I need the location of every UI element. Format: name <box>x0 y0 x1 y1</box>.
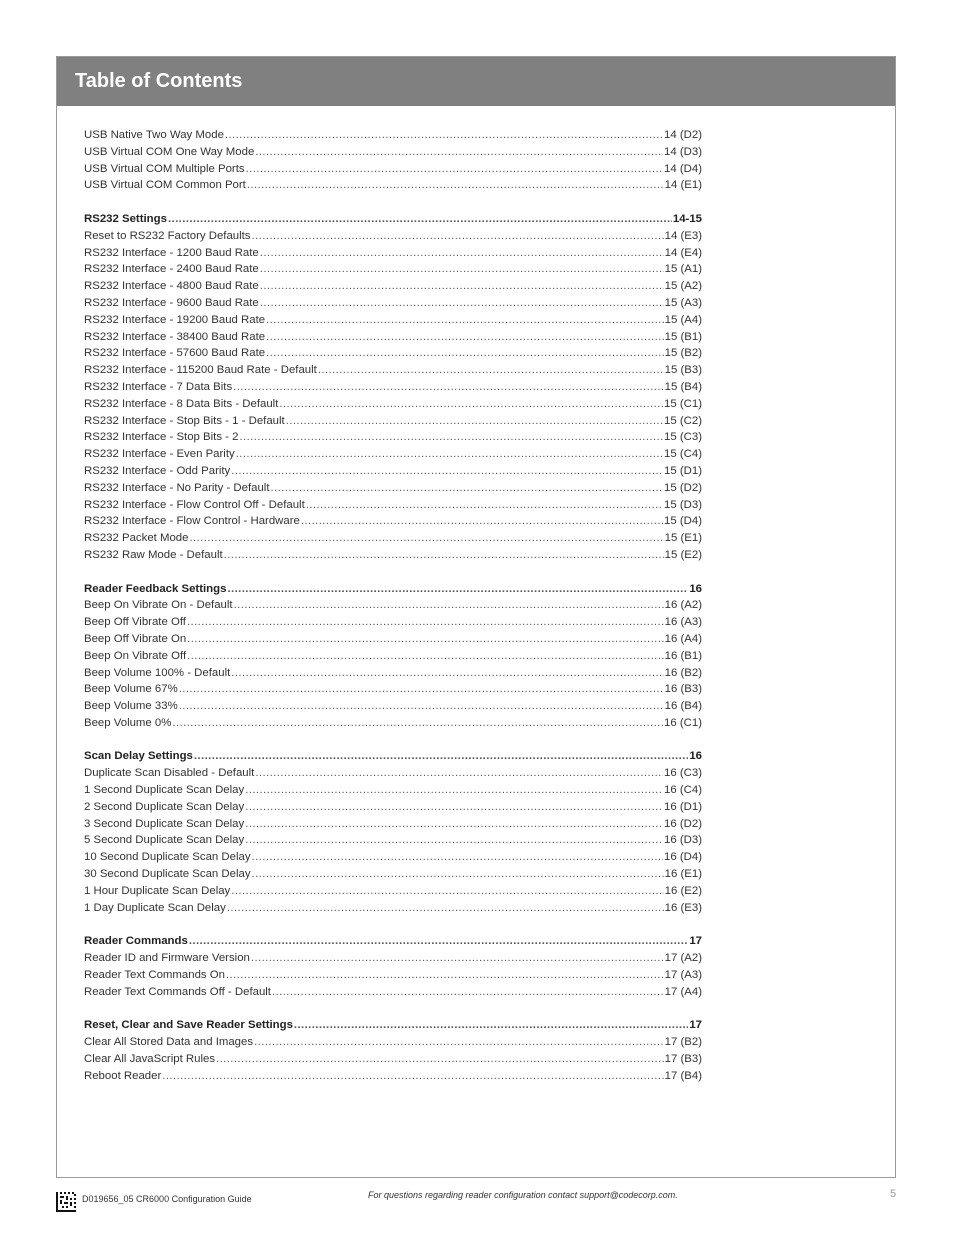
toc-entry-page: 16 <box>689 750 702 763</box>
toc-entry-page: 14 (E3) <box>664 229 702 242</box>
dot-leader <box>266 345 664 362</box>
page-number: 5 <box>890 1188 897 1200</box>
toc-entry[interactable] <box>84 429 702 446</box>
toc-entry-label: Reader Feedback Settings <box>84 582 227 595</box>
toc-entry-label: Beep Volume 0% <box>84 716 172 729</box>
dot-leader <box>239 429 663 446</box>
toc-entry-page: 15 (C1) <box>664 397 702 410</box>
toc-entry-label: RS232 Interface - 8 Data Bits - Default <box>84 397 279 410</box>
toc-entry[interactable] <box>84 1068 702 1085</box>
dot-leader <box>252 228 664 245</box>
dot-leader <box>231 463 663 480</box>
toc-entry-page: 15 (D4) <box>664 515 702 528</box>
toc-entry-label: Clear All Stored Data and Images <box>84 1036 254 1049</box>
toc-entry-page: 17 (B2) <box>664 1036 702 1049</box>
dot-leader <box>260 261 664 278</box>
dot-leader <box>260 278 664 295</box>
toc-entry[interactable] <box>84 681 702 698</box>
toc-entry[interactable] <box>84 144 702 161</box>
toc-entry[interactable] <box>84 513 702 530</box>
toc-entry-label: 10 Second Duplicate Scan Delay <box>84 851 251 864</box>
toc-entry-page: 15 (B4) <box>664 380 702 393</box>
toc-entry-page: 16 (D1) <box>664 800 702 813</box>
toc-entry-page: 14 (E4) <box>664 246 702 259</box>
toc-entry-page: 17 (A2) <box>664 952 702 965</box>
toc-entry-label: USB Virtual COM Multiple Ports <box>84 162 245 175</box>
toc-entry[interactable] <box>84 446 702 463</box>
toc-entry-page: 15 (A1) <box>664 263 702 276</box>
toc-entry[interactable] <box>84 379 702 396</box>
toc-entry-page: 16 (C4) <box>664 784 702 797</box>
toc-entry-label: USB Virtual COM Common Port <box>84 179 246 192</box>
toc-entry[interactable] <box>84 816 702 833</box>
toc-entry-page: 15 (B1) <box>664 330 702 343</box>
toc-entry-label: RS232 Interface - 4800 Baud Rate <box>84 280 259 293</box>
dot-leader <box>187 648 663 665</box>
toc-entry-label: 30 Second Duplicate Scan Delay <box>84 868 251 881</box>
dot-leader <box>255 144 663 161</box>
toc-entry-page: 17 <box>689 1019 702 1032</box>
dot-leader <box>225 127 663 144</box>
toc-entry[interactable] <box>84 849 702 866</box>
dot-leader <box>247 177 664 194</box>
toc-entry[interactable] <box>84 950 702 967</box>
dot-leader <box>227 900 664 917</box>
dot-leader <box>246 161 663 178</box>
toc-section-heading[interactable] <box>84 581 702 598</box>
toc-entry-page: 15 (B2) <box>664 347 702 360</box>
toc-entry[interactable] <box>84 883 702 900</box>
toc-entry-page: 15 (C3) <box>664 431 702 444</box>
toc-entry-label: Reader ID and Firmware Version <box>84 952 250 965</box>
toc-section-heading[interactable] <box>84 933 702 950</box>
toc-entry-label: RS232 Interface - 9600 Baud Rate <box>84 296 259 309</box>
dot-leader <box>189 530 663 547</box>
toc-entry[interactable] <box>84 984 702 1001</box>
toc-entry-label: Beep On Vibrate On - Default <box>84 599 233 612</box>
dot-leader <box>301 513 663 530</box>
dot-leader <box>231 665 663 682</box>
toc-entry[interactable] <box>84 396 702 413</box>
toc-entry[interactable] <box>84 715 702 732</box>
toc-entry[interactable] <box>84 161 702 178</box>
footer-contact-note: For questions regarding reader configuration contact support@codecorp.com. <box>368 1190 678 1200</box>
toc-entry-label: Beep On Vibrate Off <box>84 649 187 662</box>
toc-entry[interactable] <box>84 261 702 278</box>
dot-leader <box>266 312 664 329</box>
toc-entry-label: Beep Volume 67% <box>84 683 178 696</box>
dot-leader <box>194 748 688 765</box>
toc-section-heading[interactable] <box>84 1017 702 1034</box>
toc-entry-label: RS232 Interface - 38400 Baud Rate <box>84 330 266 343</box>
toc-entry-page: 16 (E3) <box>664 901 702 914</box>
page-title: Table of Contents <box>75 70 243 92</box>
toc-entry[interactable] <box>84 413 702 430</box>
toc-entry-page: 17 <box>689 935 702 948</box>
toc-entry-page: 14-15 <box>672 212 702 225</box>
dot-leader <box>245 799 663 816</box>
toc-section <box>84 933 702 1000</box>
toc-entry-label: Scan Delay Settings <box>84 750 193 763</box>
toc-entry[interactable] <box>84 597 702 614</box>
toc-entry-label: USB Virtual COM One Way Mode <box>84 145 255 158</box>
toc-entry-page: 16 (D2) <box>664 817 702 830</box>
dot-leader <box>162 1068 663 1085</box>
dot-leader <box>245 782 663 799</box>
toc-entry-page: 14 (D4) <box>664 162 702 175</box>
footer-document-id: D019656_05 CR6000 Configuration Guide <box>82 1194 252 1204</box>
toc-entry-page: 15 (A4) <box>664 313 702 326</box>
toc-section <box>84 748 702 916</box>
toc-section <box>84 211 702 564</box>
toc-entry[interactable] <box>84 295 702 312</box>
toc-entry[interactable] <box>84 127 702 144</box>
dot-leader <box>179 698 664 715</box>
page-frame <box>56 56 896 1178</box>
toc-entry[interactable] <box>84 1051 702 1068</box>
toc-entry-label: Reboot Reader <box>84 1069 162 1082</box>
toc-entry[interactable] <box>84 463 702 480</box>
toc-entry-page: 15 (C4) <box>664 448 702 461</box>
dot-leader <box>179 681 664 698</box>
toc-entry[interactable] <box>84 245 702 262</box>
toc-entry[interactable] <box>84 648 702 665</box>
toc-entry-label: RS232 Raw Mode - Default <box>84 548 223 561</box>
toc-entry[interactable] <box>84 497 702 514</box>
toc-section-heading[interactable] <box>84 211 702 228</box>
toc-entry-label: RS232 Interface - 115200 Baud Rate - Default <box>84 364 317 377</box>
toc-entry-page: 15 (E2) <box>664 548 702 561</box>
dot-leader <box>187 631 663 648</box>
toc-entry-label: 3 Second Duplicate Scan Delay <box>84 817 245 830</box>
datamatrix-code-icon <box>56 1192 76 1212</box>
toc-entry[interactable] <box>84 900 702 917</box>
dot-leader <box>254 1034 664 1051</box>
toc-entry-label: RS232 Interface - 19200 Baud Rate <box>84 313 266 326</box>
table-of-contents <box>84 127 702 1101</box>
toc-entry-label: RS232 Packet Mode <box>84 532 189 545</box>
toc-entry-page: 16 (B1) <box>664 649 702 662</box>
toc-entry[interactable] <box>84 782 702 799</box>
toc-entry-label: RS232 Interface - 1200 Baud Rate <box>84 246 259 259</box>
dot-leader <box>187 614 664 631</box>
toc-entry[interactable] <box>84 480 702 497</box>
dot-leader <box>234 597 664 614</box>
toc-entry-page: 14 (D2) <box>664 129 702 141</box>
toc-entry-page: 16 (D3) <box>664 834 702 847</box>
toc-entry[interactable] <box>84 866 702 883</box>
toc-entry-label: USB Native Two Way Mode <box>84 129 224 141</box>
dot-leader <box>245 816 663 833</box>
toc-entry[interactable] <box>84 177 702 194</box>
dot-leader <box>252 866 664 883</box>
dot-leader <box>233 379 663 396</box>
toc-entry-label: 1 Second Duplicate Scan Delay <box>84 784 245 797</box>
toc-entry-label: RS232 Interface - Odd Parity <box>84 464 231 477</box>
toc-entry-label: Beep Volume 33% <box>84 700 178 713</box>
dot-leader <box>260 245 664 262</box>
dot-leader <box>227 581 688 598</box>
toc-entry-label: Reader Text Commands On <box>84 968 225 981</box>
toc-entry[interactable] <box>84 698 702 715</box>
toc-entry-page: 16 (C3) <box>664 767 702 780</box>
toc-entry-label: RS232 Interface - Even Parity <box>84 448 235 461</box>
toc-entry-page: 15 (D1) <box>664 464 702 477</box>
toc-entry-label: RS232 Interface - 7 Data Bits <box>84 380 233 393</box>
toc-entry-page: 16 <box>689 582 702 595</box>
toc-entry-page: 16 (A2) <box>664 599 702 612</box>
toc-entry-page: 16 (B2) <box>664 666 702 679</box>
toc-entry[interactable] <box>84 614 702 631</box>
toc-entry-label: Reset, Clear and Save Reader Settings <box>84 1019 293 1032</box>
toc-entry[interactable] <box>84 765 702 782</box>
toc-entry-page: 15 (D2) <box>664 481 702 494</box>
toc-entry-label: RS232 Interface - 2400 Baud Rate <box>84 263 259 276</box>
toc-entry[interactable] <box>84 228 702 245</box>
toc-entry[interactable] <box>84 1034 702 1051</box>
toc-entry-label: 1 Hour Duplicate Scan Delay <box>84 884 231 897</box>
toc-entry[interactable] <box>84 345 702 362</box>
dot-leader <box>168 211 672 228</box>
header-bar <box>57 57 895 106</box>
toc-entry[interactable] <box>84 832 702 849</box>
toc-entry-label: Beep Off Vibrate On <box>84 632 187 645</box>
dot-leader <box>318 362 664 379</box>
dot-leader <box>245 832 663 849</box>
toc-entry-label: RS232 Interface - Flow Control - Hardware <box>84 515 300 528</box>
toc-entry-label: RS232 Interface - Stop Bits - 2 <box>84 431 239 444</box>
dot-leader <box>272 984 664 1001</box>
toc-entry-page: 16 (E2) <box>664 884 702 897</box>
toc-entry-page: 15 (B3) <box>664 364 702 377</box>
toc-entry-label: RS232 Interface - Stop Bits - 1 - Default <box>84 414 285 427</box>
toc-entry-label: Reader Commands <box>84 935 188 948</box>
dot-leader <box>251 950 664 967</box>
toc-entry-page: 16 (B4) <box>664 700 702 713</box>
toc-entry[interactable] <box>84 967 702 984</box>
toc-entry-page: 16 (B3) <box>664 683 702 696</box>
dot-leader <box>224 547 664 564</box>
dot-leader <box>294 1017 688 1034</box>
toc-entry-page: 17 (B3) <box>664 1052 702 1065</box>
toc-entry-page: 17 (B4) <box>664 1069 702 1082</box>
toc-entry-page: 15 (A2) <box>664 280 702 293</box>
toc-entry[interactable] <box>84 278 702 295</box>
toc-entry[interactable] <box>84 530 702 547</box>
toc-entry-page: 15 (E1) <box>664 532 702 545</box>
toc-entry-page: 14 (E1) <box>664 179 702 192</box>
toc-entry-page: 16 (C1) <box>664 716 702 729</box>
dot-leader <box>260 295 664 312</box>
dot-leader <box>231 883 663 900</box>
toc-section <box>84 127 702 194</box>
toc-entry-page: 17 (A3) <box>664 968 702 981</box>
dot-leader <box>255 765 663 782</box>
dot-leader <box>266 329 664 346</box>
toc-entry-label: 1 Day Duplicate Scan Delay <box>84 901 226 914</box>
dot-leader <box>286 413 663 430</box>
toc-entry-page: 16 (A3) <box>664 616 702 629</box>
toc-entry[interactable] <box>84 631 702 648</box>
toc-entry-label: RS232 Settings <box>84 212 167 225</box>
toc-entry-label: RS232 Interface - No Parity - Default <box>84 481 270 494</box>
toc-entry-page: 14 (D3) <box>664 145 702 158</box>
toc-entry[interactable] <box>84 799 702 816</box>
toc-section <box>84 1017 702 1084</box>
toc-entry-label: RS232 Interface - Flow Control Off - Default <box>84 498 305 511</box>
toc-entry-label: 2 Second Duplicate Scan Delay <box>84 800 245 813</box>
toc-entry-page: 15 (D3) <box>664 498 702 511</box>
dot-leader <box>252 849 663 866</box>
toc-entry-label: Reader Text Commands Off - Default <box>84 985 271 998</box>
toc-entry-label: Beep Off Vibrate Off <box>84 616 186 629</box>
toc-entry-label: Beep Volume 100% - Default <box>84 666 231 679</box>
toc-entry-page: 16 (E1) <box>664 868 702 881</box>
toc-entry-page: 16 (D4) <box>664 851 702 864</box>
dot-leader <box>306 497 663 514</box>
toc-entry-page: 15 (A3) <box>664 296 702 309</box>
dot-leader <box>236 446 663 463</box>
toc-section-heading[interactable] <box>84 748 702 765</box>
toc-entry[interactable] <box>84 362 702 379</box>
toc-entry-page: 16 (A4) <box>664 632 702 645</box>
dot-leader <box>172 715 663 732</box>
dot-leader <box>271 480 664 497</box>
toc-entry-label: Reset to RS232 Factory Defaults <box>84 229 251 242</box>
toc-entry-label: Duplicate Scan Disabled - Default <box>84 767 255 780</box>
dot-leader <box>226 967 664 984</box>
toc-section <box>84 581 702 732</box>
toc-entry-label: RS232 Interface - 57600 Baud Rate <box>84 347 266 360</box>
dot-leader <box>279 396 663 413</box>
dot-leader <box>189 933 689 950</box>
toc-entry-label: 5 Second Duplicate Scan Delay <box>84 834 245 847</box>
toc-entry-page: 17 (A4) <box>664 985 702 998</box>
dot-leader <box>216 1051 664 1068</box>
toc-entry[interactable] <box>84 665 702 682</box>
toc-entry[interactable] <box>84 312 702 329</box>
toc-entry-page: 15 (C2) <box>664 414 702 427</box>
toc-entry[interactable] <box>84 547 702 564</box>
toc-entry[interactable] <box>84 329 702 346</box>
toc-entry-label: Clear All JavaScript Rules <box>84 1052 216 1065</box>
